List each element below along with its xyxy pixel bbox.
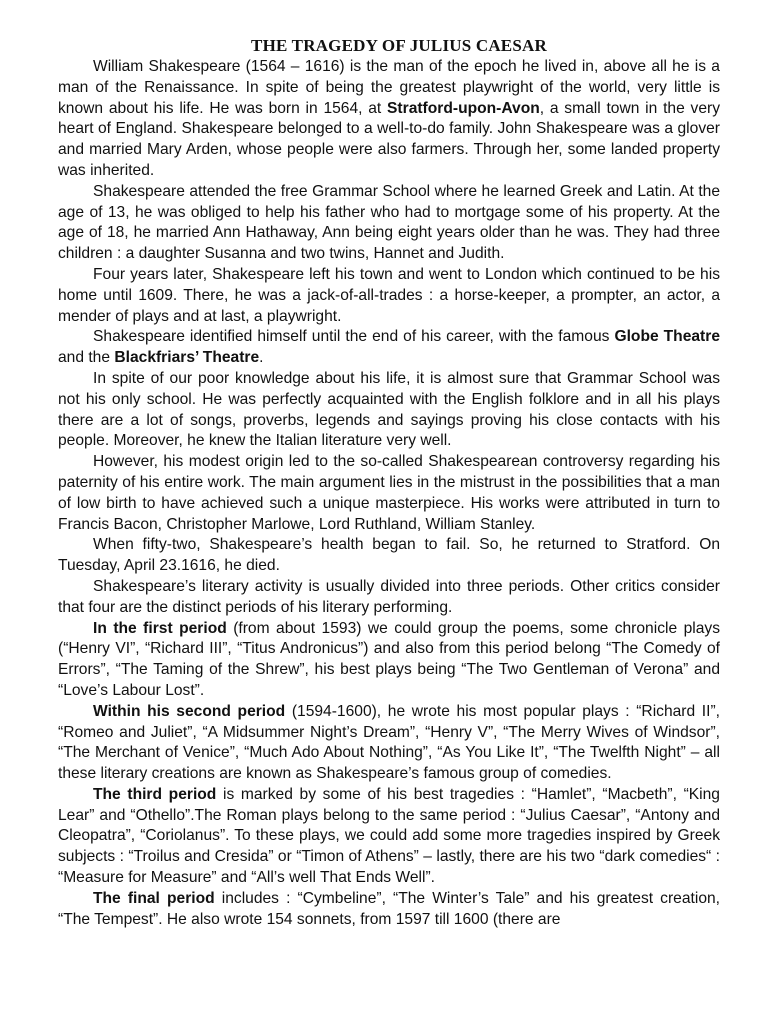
bold-text: In the first period	[93, 619, 227, 637]
paragraph	[58, 889, 720, 931]
bold-text: Stratford-upon-Avon	[387, 99, 540, 117]
text-run: William Shakespeare (1564 – 1616) is the man of the epoch he lived in, above all he is a man of the Renaissance. In spite of being the greatest playwright of the world, very little is known about his life. He was born in 1564, at	[58, 58, 720, 117]
text-run: , a small town in the very heart of England. Shakespeare belonged to a well-to-do family. John Shakespeare was a glover and married Mary Arden, whose people were also farmers. Through her, some landed property was inherited.	[58, 99, 720, 179]
bold-text: Blackfriars’ Theatre	[114, 349, 260, 367]
text-run: In spite of our poor knowledge about his life, it is almost sure that Grammar School was not his only school. He was perfectly acquainted with the English folklore and in all his plays there are a lot of songs, proverbs, legends and sayings proving his close contacts with his people. Moreover, he knew the Italian literature very well.	[58, 369, 720, 450]
text-run: is marked by some of his best tragedies : “Hamlet”, “Macbeth”, “King Lear” and “Othello”.The Roman plays belong to the same period : “Julius Caesar”, “Antony and Cleopatra”, “Coriolanus”. To these plays, we could add some more tragedies inspired by Greek subjects : “Troilus and Cresida” or “Timon of Athens” – lastly, there are his two “dark comedies“ : “Measure for Measure” and “All’s well That Ends Well”.	[58, 785, 720, 887]
paragraph	[58, 577, 720, 619]
paragraph	[58, 535, 720, 577]
bold-text: Globe Theatre	[614, 328, 720, 346]
text-run: (from about 1593) we could group the poems, some chronicle plays (“Henry VI”, “Richard III”, “Titus Andronicus”) and also from this period belong “The Comedy of Errors”, “The Taming of the Shrew”, his best plays being “The Two Gentleman of Verona” and “Love’s Labour Lost”.	[58, 619, 720, 699]
text-run: .	[259, 349, 264, 367]
text-run: (1594-1600), he wrote his most popular plays : “Richard II”, “Romeo and Juliet”, “A Midsummer Night’s Dream”, “Henry V”, “The Merry Wives of Windsor”, “The Merchant of Venice”, “Much Ado About Nothing”, “As You Like It”, “The Twelfth Night” – all these literary creations are known as Shakespeare’s famous group of comedies.	[58, 702, 720, 783]
document-title: THE TRAGEDY OF JULIUS CAESAR	[251, 36, 547, 55]
text-run: Shakespeare attended the free Grammar School where he learned Greek and Latin. At the age of 13, he was obliged to help his father who had to mortgage some of his property. At the age of 18, he married Ann Hathaway, Ann being eight years older than he was. They had three children : a daughter Susanna and two twins, Hannet and Judith.	[58, 182, 720, 263]
paragraph	[58, 619, 720, 702]
document-page	[58, 36, 720, 930]
text-run: Four years later, Shakespeare left his town and went to London which continued to be his home until 1609. There, he was a jack-of-all-trades : a horse-keeper, a prompter, an actor, a mender of plays and at last, a playwright.	[58, 265, 720, 325]
text-run: Shakespeare’s literary activity is usually divided into three periods. Other critics consider that four are the distinct periods of his literary performing.	[58, 577, 720, 616]
text-run: When fifty-two, Shakespeare’s health began to fail. So, he returned to Stratford. On Tuesday, April 23.1616, he died.	[58, 536, 720, 575]
text-run: However, his modest origin led to the so-called Shakespearean controversy regarding his paternity of his entire work. The main argument lies in the mistrust in the possibilities that a man of low birth to have achieved such a unique masterpiece. His works were attributed in turn to Francis Bacon, Christopher Marlowe, Lord Ruthland, William Stanley.	[58, 453, 720, 533]
bold-text: The third period	[93, 785, 217, 803]
document-body	[58, 57, 720, 930]
paragraph	[58, 57, 720, 182]
text-run: and the	[58, 349, 115, 367]
paragraph	[58, 785, 720, 889]
bold-text: The final period	[93, 889, 215, 907]
paragraph	[58, 369, 720, 452]
text-run: includes : “Cymbeline”, “The Winter’s Tale” and his greatest creation, “The Tempest”. He also wrote 154 sonnets, from 1597 till 1600 (there are	[58, 889, 720, 928]
paragraph	[58, 702, 720, 785]
text-run: Shakespeare identified himself until the end of his career, with the famous	[93, 328, 615, 346]
paragraph	[58, 452, 720, 535]
paragraph	[58, 327, 720, 369]
paragraph	[58, 265, 720, 327]
bold-text: Within his second period	[93, 702, 286, 720]
paragraph	[58, 182, 720, 265]
